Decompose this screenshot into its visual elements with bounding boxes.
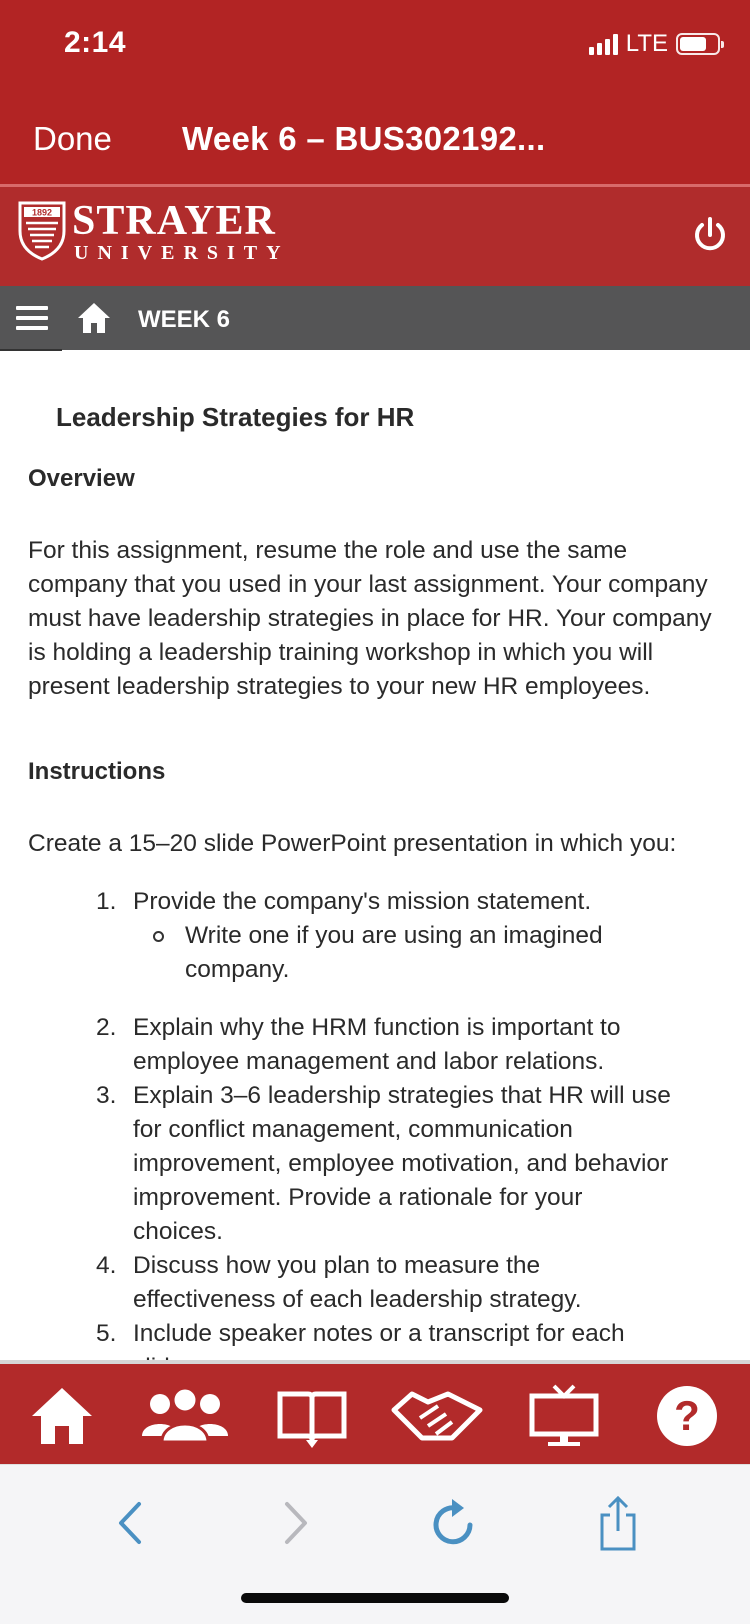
- course-nav-bar: [0, 286, 750, 350]
- assignment-content: [0, 350, 750, 1360]
- power-icon[interactable]: [690, 215, 730, 255]
- status-time: 2:14: [64, 26, 127, 59]
- book-icon: [276, 1384, 348, 1448]
- share-icon: [598, 1495, 638, 1551]
- list-item-text: Include speaker notes or a transcript for each: [133, 1320, 625, 1347]
- help-icon: [655, 1384, 719, 1448]
- reload-icon: [430, 1497, 478, 1549]
- share-button[interactable]: [594, 1493, 642, 1553]
- back-button[interactable]: [106, 1493, 154, 1553]
- overview-text: For this assignment, resume the role and use the same company that you used in your last assignment. Your company must have leadership strategies in place for HR. Your company is holding a leadership training workshop in which you will present leadership strategies to your new HR employees.: [28, 537, 712, 700]
- sub-list-item: Write one if you are using an imagined company.: [133, 919, 676, 987]
- battery-icon: [676, 33, 720, 55]
- app-tab-bar: [0, 1364, 750, 1464]
- svg-text:?: ?: [674, 1392, 700, 1439]
- handshake-icon: [390, 1384, 484, 1448]
- brand-name: STRAYER: [72, 198, 276, 244]
- people-icon: [138, 1384, 232, 1448]
- list-item: 2. Explain why the HRM function is important to employee management and labor relations.: [96, 1011, 676, 1079]
- tab-people[interactable]: [138, 1382, 232, 1450]
- instructions-intro: Create a 15–20 slide PowerPoint presentation in which you:: [28, 830, 677, 857]
- instructions-heading: Instructions: [28, 758, 166, 785]
- list-item-text: Provide the company's mission statement.: [133, 888, 592, 915]
- browser-header: [0, 0, 750, 186]
- home-icon: [30, 1384, 94, 1448]
- menu-icon[interactable]: [16, 306, 48, 332]
- chevron-right-icon: [281, 1500, 311, 1546]
- shield-logo-icon: [18, 201, 66, 261]
- list-item-text: Explain 3–6 leadership strategies that HR will use for conflict management, communication improvement, employee motivation, and behavior improvement. Provide a rationale for your choices.: [133, 1082, 671, 1245]
- list-item: 5. Include speaker notes or a transcript for each: [96, 1317, 676, 1385]
- section-label: WEEK 6: [138, 306, 231, 333]
- reload-button[interactable]: [430, 1493, 478, 1553]
- list-item: 3. Explain 3–6 leadership strategies that HR will use for conflict management, communication improvement, employee motivation, and behavior improvement. Provide a rationale for your choices.: [96, 1079, 676, 1249]
- strayer-logo: [18, 198, 290, 265]
- home-indicator[interactable]: [241, 1593, 509, 1603]
- done-button[interactable]: Done: [33, 120, 112, 157]
- brand-subtitle: UNIVERSITY: [74, 242, 290, 264]
- chevron-left-icon: [115, 1500, 145, 1546]
- tab-help[interactable]: [655, 1382, 719, 1450]
- signal-icon: [589, 33, 618, 55]
- status-indicators: [589, 30, 720, 58]
- list-item-text: Explain why the HRM function is important to employee management and labor relations.: [133, 1014, 621, 1075]
- list-item: 1. Provide the company's mission statement. Write one if you are using an imagined company.: [96, 885, 676, 987]
- brand-bar: [0, 187, 750, 286]
- forward-button[interactable]: [272, 1493, 320, 1553]
- assignment-title: Leadership Strategies for HR: [56, 402, 415, 432]
- tab-engagement[interactable]: [390, 1382, 484, 1450]
- page-title: Week 6 – BUS302192...: [182, 120, 546, 157]
- svg-text:1892: 1892: [31, 207, 53, 218]
- tab-home[interactable]: [30, 1382, 94, 1450]
- bullet-icon: [153, 931, 164, 942]
- network-label: LTE: [625, 30, 668, 57]
- tab-media[interactable]: [528, 1382, 600, 1450]
- overview-heading: Overview: [28, 465, 135, 492]
- home-icon[interactable]: [76, 300, 112, 336]
- instructions-list: [96, 885, 676, 1385]
- tv-icon: [528, 1384, 600, 1448]
- tab-courses[interactable]: [276, 1382, 348, 1450]
- list-item-text: Discuss how you plan to measure the effectiveness of each leadership strategy.: [133, 1252, 582, 1313]
- list-item: 4. Discuss how you plan to measure the effectiveness of each leadership strategy.: [96, 1249, 676, 1317]
